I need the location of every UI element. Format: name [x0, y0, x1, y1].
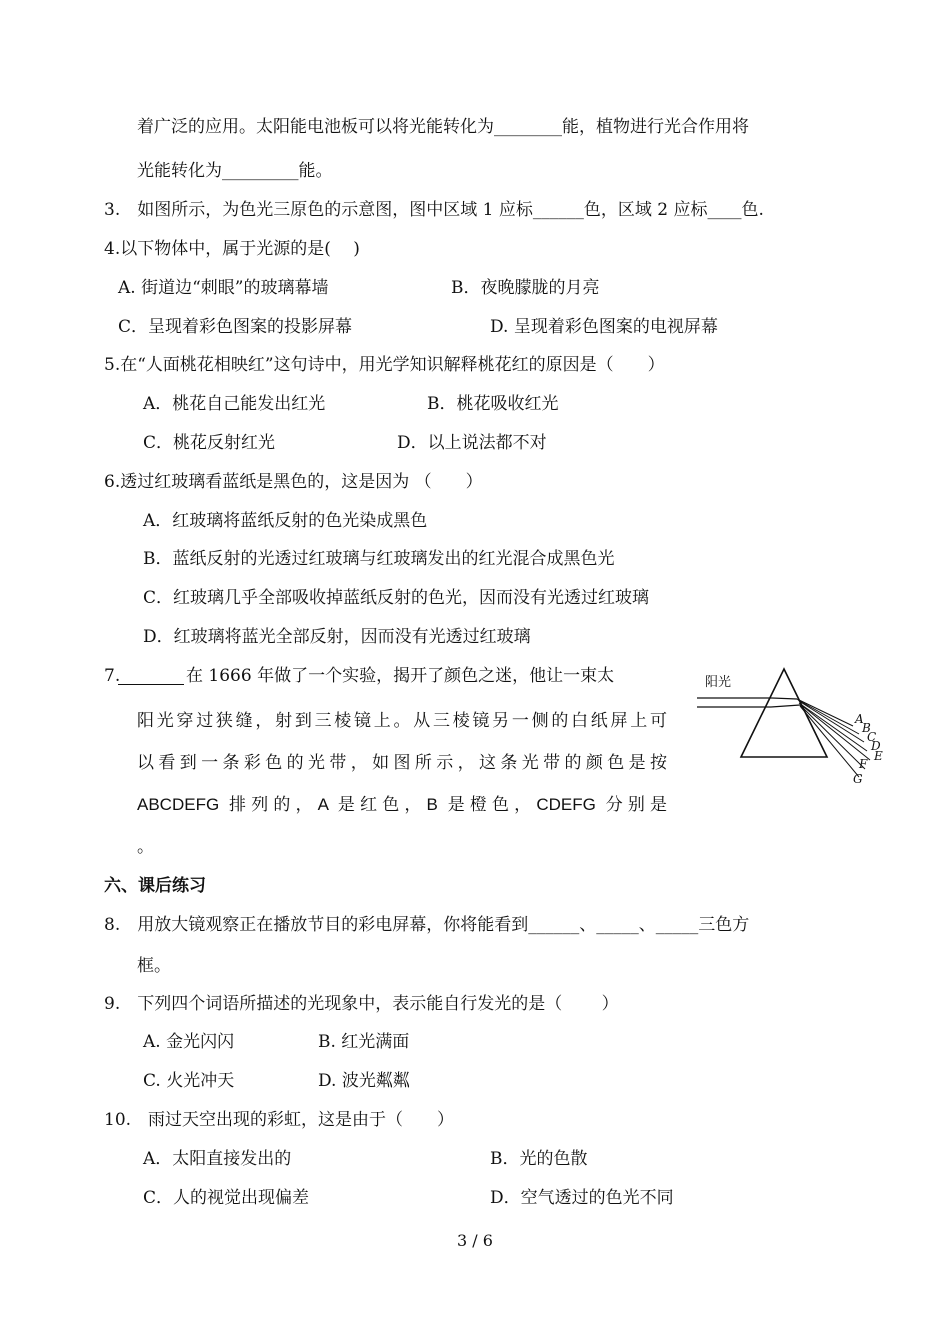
- question-6: 6.透过红玻璃看蓝纸是黑色的，这是因为 （ ）: [104, 472, 483, 492]
- question-9-option-c: C. 火光冲天: [143, 1071, 235, 1091]
- question-9: 9. 下列四个词语所描述的光现象中，表示能自行发光的是（ ）: [104, 994, 619, 1014]
- question-7-line5: 。: [137, 837, 154, 857]
- question-7-line2: 阳光穿过狭缝，射到三棱镜上。从三棱镜另一侧的白纸屏上可: [137, 711, 667, 731]
- question-7-line3: 以看到一条彩色的光带，如图所示，这条光带的颜色是按: [137, 753, 667, 773]
- question-5-option-a: A．桃花自己能发出红光: [143, 394, 326, 414]
- refracted-ray: [771, 705, 800, 707]
- question-6-option-b: B．蓝纸反射的光透过红玻璃与红玻璃发出的红光混合成黑色光: [143, 549, 615, 569]
- prism-diagram: [693, 665, 893, 795]
- question-4-option-a: A. 街道边“刺眼”的玻璃幕墙: [118, 278, 329, 298]
- band-label-d: D: [871, 739, 881, 753]
- question-7-line1: 在 1666 年做了一个实验，揭开了颜色之迷，他让一束太: [186, 666, 615, 686]
- question-4: 4.以下物体中，属于光源的是( ): [104, 239, 360, 259]
- question-5-option-b: B．桃花吸收红光: [427, 394, 559, 414]
- band-label-e: E: [874, 749, 883, 763]
- question-9-option-d: D. 波光粼粼: [318, 1071, 410, 1091]
- question-8-line1: 8. 用放大镜观察正在播放节目的彩电屏幕，你将能看到______、_____、_____三色方: [104, 915, 750, 935]
- question-6-option-a: A．红玻璃将蓝纸反射的色光染成黑色: [143, 511, 428, 531]
- band-label-g: G: [853, 772, 863, 786]
- question-8-line2: 框。: [137, 956, 171, 976]
- question-5-option-d: D．以上说法都不对: [397, 433, 547, 453]
- question-6-option-c: C．红玻璃几乎全部吸收掉蓝纸反射的色光，因而没有光透过红玻璃: [143, 588, 650, 608]
- p2-continuation-line2: 光能转化为_________能。: [137, 161, 333, 181]
- band-label-b: B: [862, 721, 871, 735]
- question-9-option-b: B. 红光满面: [318, 1032, 410, 1052]
- question-10-option-c: C．人的视觉出现偏差: [143, 1188, 310, 1208]
- section-6-heading: 六、课后练习: [104, 876, 206, 896]
- band-labels: [853, 712, 883, 786]
- question-3: 3. 如图所示，为色光三原色的示意图，图中区域 1 应标______色，区域 2 应标____色.: [104, 200, 764, 220]
- spectrum-ray: [800, 706, 859, 777]
- spectrum-ray: [799, 703, 867, 751]
- refracted-ray: [772, 698, 797, 699]
- band-label-c: C: [867, 730, 877, 744]
- question-4-option-d: D. 呈现着彩色图案的电视屏幕: [490, 317, 718, 337]
- question-7-line4: ABCDEFG 排列的，A 是红色，B 是橙色，CDEFG 分别是: [137, 795, 667, 814]
- page-number: 3 / 6: [457, 1231, 493, 1250]
- band-label-f: F: [859, 757, 868, 771]
- sunlight-label: 阳光: [705, 675, 732, 690]
- prism-figure: [693, 665, 893, 795]
- question-4-option-b: B．夜晚朦胧的月亮: [451, 278, 600, 298]
- question-5: 5.在“人面桃花相映红”这句诗中，用光学知识解释桃花红的原因是（ ）: [104, 355, 665, 375]
- question-9-option-a: A. 金光闪闪: [143, 1032, 235, 1052]
- band-label-a: A: [855, 712, 864, 726]
- question-6-option-d: D．红玻璃将蓝光全部反射，因而没有光透过红玻璃: [143, 627, 531, 647]
- question-10-option-a: A．太阳直接发出的: [143, 1149, 292, 1169]
- question-5-option-c: C．桃花反射红光: [143, 433, 276, 453]
- prism-triangle: [741, 669, 827, 757]
- question-4-option-c: C．呈现着彩色图案的投影屏幕: [118, 317, 353, 337]
- question-10: 10. 雨过天空出现的彩虹，这是由于（ ）: [104, 1110, 455, 1130]
- p2-continuation-line1: 着广泛的应用。太阳能电池板可以将光能转化为________能，植物进行光合作用将: [137, 117, 749, 137]
- question-7-blank: [118, 684, 184, 685]
- question-10-option-b: B．光的色散: [490, 1149, 588, 1169]
- question-10-option-d: D．空气透过的色光不同: [490, 1188, 674, 1208]
- question-7-number: 7.: [104, 666, 121, 686]
